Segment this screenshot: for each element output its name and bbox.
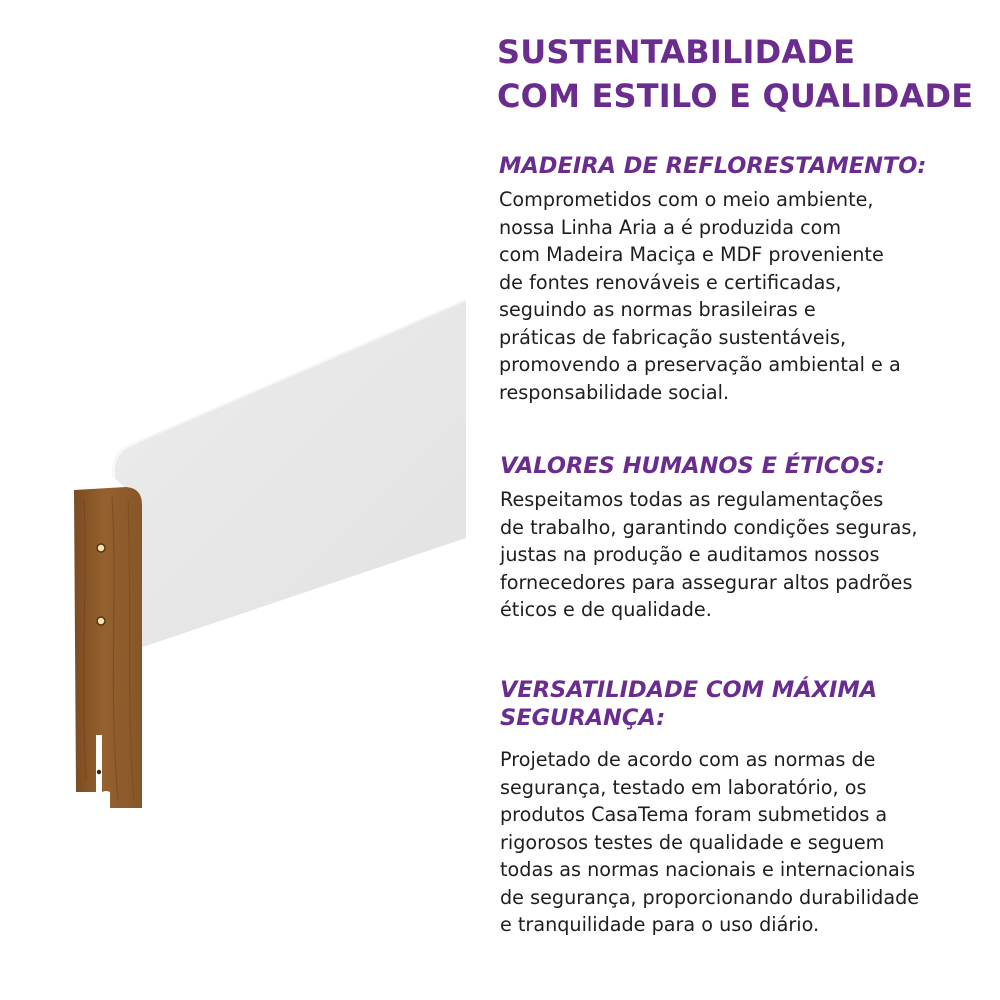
body-line: responsabilidade social. xyxy=(499,380,730,404)
heading-line: VERSATILIDADE COM MÁXIMA xyxy=(500,677,878,703)
body-line: seguindo as normas brasileiras e xyxy=(499,298,816,321)
wooden-side-leg xyxy=(74,487,142,808)
body-line: práticas de fabricação sustentáveis, xyxy=(499,325,847,349)
heading-line: MADEIRA DE REFLORESTAMENTO: xyxy=(499,153,927,179)
body-line: rigorosos testes de qualidade e seguem xyxy=(500,830,885,854)
title-line: COM ESTILO E QUALIDADE xyxy=(497,77,974,115)
main-title xyxy=(497,30,973,118)
body-line: de segurança, proporcionando durabilidade xyxy=(500,885,920,909)
section-heading xyxy=(500,452,917,480)
white-headboard-panel xyxy=(114,300,467,648)
body-line: fornecedores para assegurar altos padrões xyxy=(500,570,913,594)
body-line: todas as normas nacionais e internacionais xyxy=(500,858,916,881)
section-human-ethical-values xyxy=(500,452,917,624)
body-line: justas na produção e auditamos nossos xyxy=(500,543,880,566)
section-versatility-safety xyxy=(500,676,919,939)
section-body xyxy=(500,746,919,939)
body-line: de trabalho, garantindo condições seguras, xyxy=(500,515,918,539)
heading-line: SEGURANÇA: xyxy=(500,705,666,731)
heading-line: VALORES HUMANOS E ÉTICOS: xyxy=(500,453,885,479)
body-line: Projetado de acordo com as normas de xyxy=(500,748,876,771)
body-line: Respeitamos todas as regulamentações xyxy=(500,488,884,511)
body-line: nossa Linha Aria a é produzida com xyxy=(499,215,842,239)
body-line: promovendo a preservação ambiental e a xyxy=(499,353,901,376)
screw-hole-icon xyxy=(97,617,105,625)
body-line: de fontes renováveis e certificadas, xyxy=(499,270,842,294)
section-body xyxy=(499,186,926,406)
section-heading xyxy=(500,676,919,732)
body-line: com Madeira Maciça e MDF proveniente xyxy=(499,243,884,266)
section-reforestation-wood xyxy=(499,152,926,406)
body-line: e tranquilidade para o uso diário. xyxy=(500,913,820,936)
screw-hole-icon xyxy=(97,544,105,552)
title-line: SUSTENTABILIDADE xyxy=(497,33,856,71)
body-line: produtos CasaTema foram submetidos a xyxy=(500,803,888,826)
section-body xyxy=(500,486,917,624)
body-line: segurança, testado em laboratório, os xyxy=(500,775,867,799)
body-line: éticos e de qualidade. xyxy=(500,598,712,621)
section-heading xyxy=(499,152,926,180)
body-line: Comprometidos com o meio ambiente, xyxy=(499,188,874,211)
